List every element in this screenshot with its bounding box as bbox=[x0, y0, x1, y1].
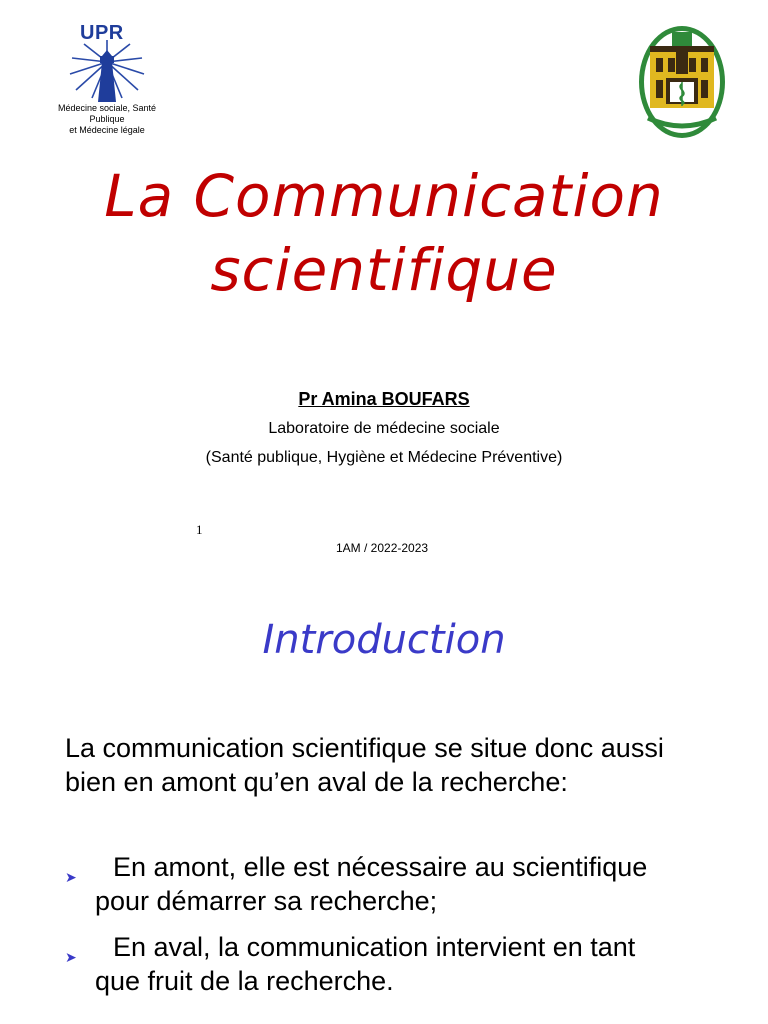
paragraph-line2: bien en amont qu’en aval de la recherche: bbox=[65, 767, 568, 797]
section-heading: Introduction bbox=[262, 617, 506, 663]
bullet-item bbox=[65, 850, 765, 920]
bullet-item bbox=[65, 930, 765, 1000]
bullet-text-line2: pour démarrer sa recherche; bbox=[95, 886, 438, 916]
bullet-text-line2: que fruit de la recherche. bbox=[95, 966, 394, 996]
arrow-bullet-icon: ➤ bbox=[65, 869, 77, 885]
intro-paragraph bbox=[65, 731, 765, 799]
lab-detail: (Santé publique, Hygiène et Médecine Préventive) bbox=[205, 449, 563, 466]
paragraph-line1: La communication scientifique se situe donc aussi bbox=[65, 733, 664, 763]
arrow-bullet-icon: ➤ bbox=[65, 949, 77, 965]
crest-icon bbox=[636, 22, 728, 140]
upr-logo bbox=[44, 18, 170, 134]
logo-caption-line2: et Médecine légale bbox=[69, 125, 145, 135]
page-number: 1 bbox=[196, 522, 203, 537]
upr-acronym: UPR bbox=[80, 22, 124, 44]
slide-title-line2: scientifique bbox=[210, 236, 558, 304]
bullet-text-line1: En aval, la communication intervient en tant bbox=[113, 932, 636, 962]
logo-caption-line1: Médecine sociale, Santé Publique bbox=[57, 103, 157, 124]
bullet-text-line1: En amont, elle est nécessaire au scientifique bbox=[113, 852, 648, 882]
lab-name: Laboratoire de médecine sociale bbox=[268, 420, 500, 437]
academic-year: 1AM / 2022-2023 bbox=[336, 541, 429, 555]
author-name: Pr Amina BOUFARS bbox=[298, 389, 470, 409]
lighthouse-icon bbox=[64, 38, 150, 104]
faculty-crest-logo bbox=[636, 22, 728, 140]
slide-title-line1: La Communication bbox=[104, 162, 664, 230]
